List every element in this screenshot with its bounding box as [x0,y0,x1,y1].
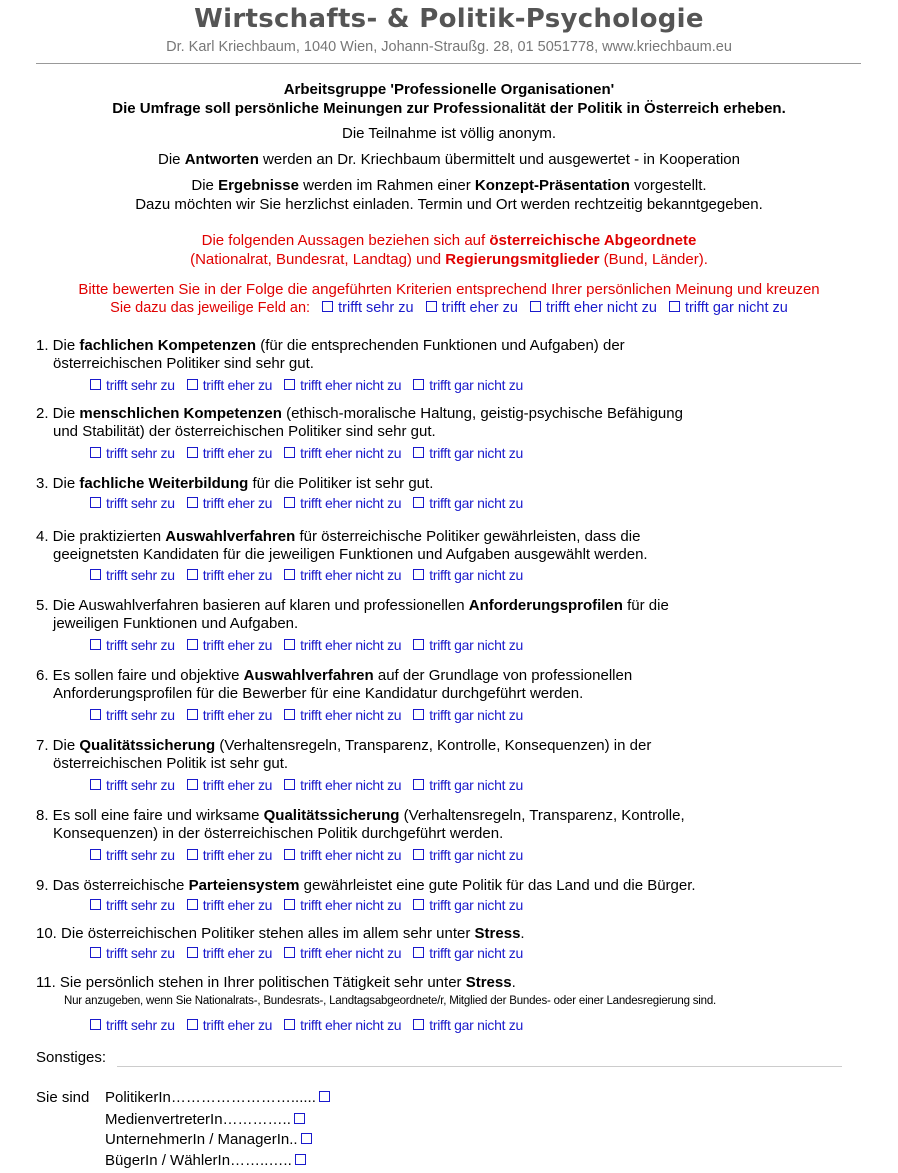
checkbox-icon[interactable] [90,569,101,580]
reference-note-2 [0,250,898,269]
answer-option-label: trifft eher zu [202,445,273,461]
answer-options [90,495,535,511]
question-text-c: (für die entsprechenden Funktionen und Aufgaben) der [256,337,625,354]
question-text-line2: Konsequenzen) in der österreichischen Politik durchgeführt werden. [53,825,504,842]
question-text-c: . [520,925,525,942]
answer-option[interactable] [413,637,523,653]
question-10 [36,925,525,943]
question-text-c: (ethisch-moralische Haltung, geistig-psychische Befähigung [281,405,683,422]
question-number: 8. [36,807,49,824]
answer-option-label: trifft eher zu [202,1017,273,1033]
answer-option-label: trifft gar nicht zu [429,637,523,653]
answer-option[interactable] [284,777,401,793]
question-text-c: auf der Grundlage von professionellen [373,667,633,684]
answer-option-label: trifft sehr zu [106,377,175,393]
question-text-a: Es soll eine faire und wirksame [48,807,264,824]
legend-option [669,299,788,318]
answer-option[interactable] [284,567,401,583]
answer-option[interactable] [413,777,523,793]
checkbox-icon[interactable] [284,947,295,958]
answer-option[interactable] [90,707,175,723]
question-3 [36,475,433,493]
question-keyword: fachlichen Kompetenzen [79,337,257,354]
question-text-a: Das österreichische [48,877,189,894]
role-label: UnternehmerIn / ManagerIn.. [105,1131,298,1148]
answer-option[interactable] [90,377,175,393]
checkbox-icon[interactable] [413,569,424,580]
survey-purpose: Die Umfrage soll persönliche Meinungen zur Professionalität der Politik in Österreich erheben. [112,100,786,117]
answer-option-label: trifft eher nicht zu [300,445,402,461]
answers-text-c: werden an Dr. Kriechbaum übermittelt und ausgewertet - in Kooperation [258,151,740,168]
checkbox-icon[interactable] [284,569,295,580]
question-text-a: Die praktizierten [48,528,166,545]
answer-option[interactable] [90,1017,175,1033]
checkbox-icon[interactable] [90,639,101,650]
legend-option [530,299,657,318]
question-text-a: Sie persönlich stehen in Ihrer politischen Tätigkeit sehr unter [55,974,466,991]
checkbox-icon[interactable] [284,447,295,458]
checkbox-icon[interactable] [90,1019,101,1030]
answer-option-label: trifft sehr zu [106,445,175,461]
answer-option[interactable] [90,777,175,793]
checkbox-icon[interactable] [187,569,198,580]
question-text-line2: Anforderungsprofilen für die Bewerber für eine Kandidatur durchgeführt werden. [53,685,584,702]
answer-option-label: trifft gar nicht zu [429,777,523,793]
answer-option-label: trifft gar nicht zu [429,377,523,393]
checkbox-icon [426,301,437,312]
question-text-a: Die Auswahlverfahren basieren auf klaren und professionellen [48,597,469,614]
question-keyword: Anforderungsprofilen [468,597,623,614]
question-number: 7. [36,737,49,754]
question-keyword: Stress [474,925,521,942]
answer-option[interactable] [284,377,401,393]
question-text-a: Die österreichischen Politiker stehen alles im allem sehr unter [56,925,475,942]
document-title: Wirtschafts- & Politik-Psychologie [194,4,704,34]
answer-option[interactable] [187,707,272,723]
checkbox-icon[interactable] [413,849,424,860]
role-label: BügerIn / WählerIn……..….. [105,1152,292,1169]
answers-note [0,150,898,169]
answer-option[interactable] [284,445,401,461]
checkbox-icon[interactable] [284,779,295,790]
answer-option[interactable] [187,1017,272,1033]
answer-option[interactable] [187,777,272,793]
document-subtitle: Dr. Karl Kriechbaum, 1040 Wien, Johann-Straußg. 28, 01 5051778, www.kriechbaum.eu [166,39,732,55]
question-number: 6. [36,667,49,684]
question-number: 1. [36,337,49,354]
answer-option-label: trifft eher zu [202,897,273,913]
question-text-line2: jeweiligen Funktionen und Aufgaben. [53,615,299,632]
legend-option-label: trifft eher nicht zu [545,300,657,316]
header-divider [36,63,861,64]
checkbox-icon[interactable] [187,947,198,958]
question-text-c: für österreichische Politiker gewährleisten, dass die [295,528,641,545]
answer-option[interactable] [187,377,272,393]
answer-option[interactable] [90,945,175,961]
reference2-text-a: (Nationalrat, Bundesrat, Landtag) und [190,251,446,268]
question-text-line2: geeignetsten Kandidaten für die jeweiligen Funktionen und Aufgaben ausgewählt werden. [53,546,648,563]
answer-option-label: trifft eher nicht zu [300,707,402,723]
answer-option[interactable] [284,847,401,863]
answer-option[interactable] [284,495,401,511]
question-text-a: Die [48,737,80,754]
legend-option-label: trifft sehr zu [338,300,414,316]
answer-option[interactable] [284,897,401,913]
anonymity-note: Die Teilnahme ist völlig anonym. [342,125,556,142]
answer-option[interactable] [413,945,523,961]
question-6 [36,667,632,703]
answer-option[interactable] [413,707,523,723]
answer-option-label: trifft eher nicht zu [300,945,402,961]
answer-option-label: trifft sehr zu [106,777,175,793]
results-text-b: Ergebnisse [218,177,299,194]
answer-option[interactable] [284,637,401,653]
reference2-text-c: (Bund, Länder). [599,251,708,268]
checkbox-icon[interactable] [295,1154,306,1165]
answer-options [90,637,535,653]
question-keyword: Parteiensystem [188,877,300,894]
answer-option[interactable] [90,445,175,461]
question-number: 10. [36,925,57,942]
question-2 [36,405,683,441]
answer-option[interactable] [413,847,523,863]
question-keyword: Auswahlverfahren [243,667,374,684]
answer-option-label: trifft eher nicht zu [300,637,402,653]
reference-note [0,231,898,250]
answer-options [90,445,535,461]
answer-option-label: trifft gar nicht zu [429,897,523,913]
checkbox-icon[interactable] [187,497,198,508]
checkbox-icon[interactable] [90,497,101,508]
role-option[interactable] [105,1111,305,1128]
answers-text-b: Antworten [184,151,259,168]
rating-legend-label: Sie dazu das jeweilige Feld an: [110,300,311,316]
checkbox-icon[interactable] [90,379,101,390]
answer-option[interactable] [90,495,175,511]
answer-option[interactable] [187,945,272,961]
reference2-text-b: Regierungsmitglieder [445,251,600,268]
answer-option-label: trifft gar nicht zu [429,707,523,723]
rating-legend [0,299,898,318]
legend-option-label: trifft gar nicht zu [684,300,788,316]
answer-options [90,847,535,863]
question-keyword: menschlichen Kompetenzen [79,405,282,422]
answer-option[interactable] [90,847,175,863]
checkbox-icon[interactable] [187,779,198,790]
checkbox-icon[interactable] [187,849,198,860]
checkbox-icon[interactable] [413,639,424,650]
checkbox-icon[interactable] [284,849,295,860]
question-11 [36,974,716,1010]
answer-option-label: trifft sehr zu [106,847,175,863]
question-keyword: Auswahlverfahren [165,528,296,545]
answer-option-label: trifft eher zu [202,847,273,863]
answer-option-label: trifft eher zu [202,567,273,583]
answer-option[interactable] [187,495,272,511]
answer-option-label: trifft eher zu [202,777,273,793]
answer-option[interactable] [90,637,175,653]
answer-option[interactable] [187,445,272,461]
answer-options [90,1017,535,1033]
answer-option-label: trifft eher zu [202,637,273,653]
answer-options [90,377,535,393]
answer-option-label: trifft eher zu [202,945,273,961]
checkbox-icon[interactable] [187,709,198,720]
role-label: MedienvertreterIn………….. [105,1111,291,1128]
answer-option-label: trifft eher nicht zu [300,1017,402,1033]
checkbox-icon[interactable] [187,447,198,458]
checkbox-icon[interactable] [319,1091,330,1102]
question-number: 2. [36,405,49,422]
checkbox-icon[interactable] [90,709,101,720]
checkbox-icon[interactable] [284,639,295,650]
you-are-label: Sie sind [36,1089,90,1106]
answer-option-label: trifft sehr zu [106,1017,175,1033]
role-option[interactable] [105,1089,330,1106]
answer-options [90,945,535,961]
answer-option-label: trifft eher nicht zu [300,495,402,511]
answer-option-label: trifft sehr zu [106,707,175,723]
checkbox-icon[interactable] [294,1113,305,1124]
checkbox-icon[interactable] [413,947,424,958]
answer-option-label: trifft sehr zu [106,945,175,961]
question-number: 3. [36,475,49,492]
checkbox-icon [530,301,541,312]
answer-option[interactable] [187,637,272,653]
checkbox-icon[interactable] [284,497,295,508]
results-text-a: Die [191,177,219,194]
answer-option[interactable] [413,495,523,511]
answers-text-a: Die [158,151,185,168]
question-4 [36,528,648,564]
legend-option [426,299,518,318]
answer-option-label: trifft eher nicht zu [300,377,402,393]
answer-options [90,707,535,723]
checkbox-icon[interactable] [284,709,295,720]
checkbox-icon[interactable] [413,497,424,508]
checkbox-icon[interactable] [90,447,101,458]
answer-option[interactable] [187,567,272,583]
role-option[interactable] [105,1152,306,1169]
answer-option-label: trifft gar nicht zu [429,945,523,961]
role-option[interactable] [105,1131,312,1148]
question-8 [36,807,685,843]
answer-option-label: trifft eher nicht zu [300,847,402,863]
answer-option[interactable] [413,1017,523,1033]
checkbox-icon[interactable] [413,379,424,390]
answer-option-label: trifft eher nicht zu [300,777,402,793]
question-9 [36,877,696,895]
answer-option-label: trifft gar nicht zu [429,567,523,583]
checkbox-icon[interactable] [90,899,101,910]
answer-option-label: trifft gar nicht zu [429,445,523,461]
checkbox-icon[interactable] [187,379,198,390]
answer-option[interactable] [187,847,272,863]
answer-option[interactable] [284,945,401,961]
question-text-a: Es sollen faire und objektive [48,667,244,684]
checkbox-icon [669,301,680,312]
question-5 [36,597,669,633]
working-group-title: Arbeitsgruppe 'Professionelle Organisationen' [283,81,615,98]
answer-option-label: trifft eher zu [202,495,273,511]
checkbox-icon[interactable] [187,1019,198,1030]
question-text-a: Die [48,475,80,492]
results-text-e: vorgestellt. [629,177,707,194]
checkbox-icon[interactable] [284,899,295,910]
question-text-line2: und Stabilität) der österreichischen Politiker sind sehr gut. [53,423,436,440]
answer-option[interactable] [90,897,175,913]
answer-option-label: trifft eher zu [202,377,273,393]
checkbox-icon[interactable] [90,849,101,860]
rating-instructions: Bitte bewerten Sie in der Folge die angeführten Kriterien entsprechend Ihrer persönlichen Meinung und kreuzen [78,281,820,298]
checkbox-icon [322,301,333,312]
results-note [0,176,898,195]
checkbox-icon[interactable] [413,779,424,790]
answer-options [90,777,535,793]
results-text-d: Konzept-Präsentation [474,177,630,194]
answer-options [90,567,535,583]
results-text-c: werden im Rahmen einer [298,177,475,194]
checkbox-icon[interactable] [90,947,101,958]
role-label: PolitikerIn……………………...... [105,1089,316,1106]
checkbox-icon[interactable] [413,899,424,910]
checkbox-icon[interactable] [413,1019,424,1030]
reference-text-b: österreichische Abgeordnete [489,232,697,249]
answer-option-label: trifft gar nicht zu [429,495,523,511]
checkbox-icon[interactable] [413,709,424,720]
question-note: Nur anzugeben, wenn Sie Nationalrats-, Bundesrats-, Landtagsabgeordnete/r, Mitglied der Bundes- oder einer Landesregierung sind. [64,995,717,1007]
answer-option[interactable] [284,1017,401,1033]
question-text-line2: österreichischen Politiker sind sehr gut. [53,355,314,372]
question-text-c: (Verhaltensregeln, Transparenz, Kontrolle, Konsequenzen) in der [215,737,652,754]
misc-label: Sonstiges: [36,1049,107,1066]
question-text-c: für die [622,597,669,614]
answer-option-label: trifft gar nicht zu [429,847,523,863]
checkbox-icon[interactable] [90,779,101,790]
question-1 [36,337,625,373]
answer-options [90,897,535,913]
answer-option[interactable] [413,377,523,393]
answer-option-label: trifft eher nicht zu [300,897,402,913]
answer-option[interactable] [413,567,523,583]
answer-option-label: trifft gar nicht zu [429,1017,523,1033]
question-text-c: . [511,974,516,991]
legend-option-label: trifft eher zu [441,300,518,316]
answer-option[interactable] [90,567,175,583]
checkbox-icon[interactable] [187,899,198,910]
answer-option[interactable] [413,445,523,461]
question-text-a: Die [48,405,80,422]
reference-text-a: Die folgenden Aussagen beziehen sich auf [201,232,490,249]
answer-option-label: trifft eher zu [202,707,273,723]
question-keyword: Qualitätssicherung [263,807,400,824]
question-text-line2: österreichischen Politik ist sehr gut. [53,755,289,772]
checkbox-icon[interactable] [187,639,198,650]
invitation-note: Dazu möchten wir Sie herzlichst einladen. Termin und Ort werden rechtzeitig bekanntgegeben. [135,196,763,213]
checkbox-icon[interactable] [301,1133,312,1144]
question-number: 5. [36,597,49,614]
answer-option-label: trifft sehr zu [106,567,175,583]
question-text-a: Die [48,337,80,354]
question-keyword: Stress [465,974,512,991]
question-keyword: fachliche Weiterbildung [79,475,249,492]
legend-option [322,299,413,318]
checkbox-icon[interactable] [284,1019,295,1030]
question-7 [36,737,651,773]
question-number: 4. [36,528,49,545]
checkbox-icon[interactable] [284,379,295,390]
checkbox-icon[interactable] [413,447,424,458]
answer-option-label: trifft eher nicht zu [300,567,402,583]
question-keyword: Qualitätssicherung [79,737,216,754]
answer-option-label: trifft sehr zu [106,637,175,653]
answer-option[interactable] [284,707,401,723]
answer-option-label: trifft sehr zu [106,495,175,511]
misc-input-line[interactable] [117,1066,842,1067]
question-number: 9. [36,877,49,894]
question-number: 11. [36,974,56,991]
question-text-c: gewährleistet eine gute Politik für das Land und die Bürger. [299,877,696,894]
question-text-c: für die Politiker ist sehr gut. [248,475,434,492]
answer-option[interactable] [413,897,523,913]
answer-option-label: trifft sehr zu [106,897,175,913]
answer-option[interactable] [187,897,272,913]
question-text-c: (Verhaltensregeln, Transparenz, Kontrolle, [399,807,685,824]
